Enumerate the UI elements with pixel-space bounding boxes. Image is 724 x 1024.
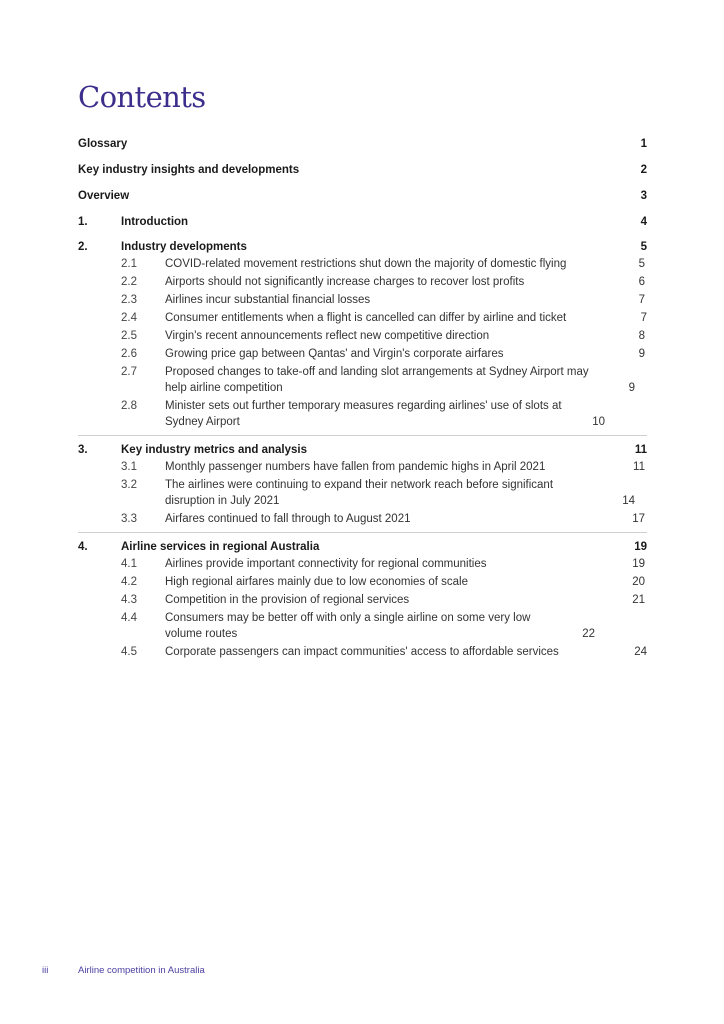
subsection-number: 2.1 (121, 258, 137, 270)
subsection-label: Airfares continued to fall through to August 2021 (165, 513, 411, 525)
toc-page-number: 22 (582, 628, 595, 640)
subsection-number: 4.5 (121, 646, 137, 658)
toc-section-4[interactable] (78, 532, 647, 555)
page-title: Contents (78, 80, 206, 114)
toc-page-number: 6 (638, 276, 645, 288)
toc-page-number: 5 (638, 258, 645, 270)
toc-subsection[interactable] (78, 511, 647, 527)
section-label: Airline services in regional Australia (121, 541, 320, 553)
toc-subsection[interactable] (78, 256, 647, 272)
subsection-label: Growing price gap between Qantas' and Virgin's corporate airfares (165, 348, 504, 360)
toc-subsection[interactable] (78, 477, 647, 509)
toc-page-number: 19 (634, 541, 647, 553)
subsection-label: Minister sets out further temporary measures regarding airlines' use of slots at Sydney Airport (165, 400, 562, 428)
page-footer (42, 965, 205, 976)
subsection-label: Proposed changes to take-off and landing slot arrangements at Sydney Airport may help airline competition (165, 366, 589, 394)
toc-page-number: 17 (632, 513, 645, 525)
toc-page-number: 2 (640, 164, 647, 176)
toc-page-number: 21 (632, 594, 645, 606)
subsection-number: 4.2 (121, 576, 137, 588)
toc-subsection[interactable] (78, 346, 647, 362)
toc-entry-label: Overview (78, 190, 130, 202)
subsection-number: 3.3 (121, 513, 137, 525)
toc-page-number: 4 (640, 216, 647, 228)
toc-page-number: 7 (640, 312, 647, 324)
toc-page-number: 19 (632, 558, 645, 570)
section-number: 1. (78, 216, 88, 228)
toc-subsection[interactable] (78, 398, 647, 430)
toc-subsection[interactable] (78, 459, 647, 475)
toc-section-3[interactable] (78, 435, 647, 458)
toc-page-number: 9 (638, 348, 645, 360)
subsection-number: 2.5 (121, 330, 137, 342)
toc-subsection[interactable] (78, 310, 647, 326)
section-number: 2. (78, 241, 88, 253)
subsection-label: Airlines provide important connectivity for regional communities (165, 558, 487, 570)
toc-subsection[interactable] (78, 592, 647, 608)
table-of-contents (78, 135, 647, 662)
toc-entry-label: Glossary (78, 138, 128, 150)
subsection-label: Airports should not significantly increase charges to recover lost profits (165, 276, 525, 288)
subsection-label: High regional airfares mainly due to low economies of scale (165, 576, 468, 588)
toc-page-number: 20 (632, 576, 645, 588)
toc-page-number: 1 (640, 138, 647, 150)
subsection-label: Competition in the provision of regional services (165, 594, 410, 606)
subsection-label: The airlines were continuing to expand their network reach before significant disruption in July 2021 (165, 479, 554, 507)
toc-subsection[interactable] (78, 364, 647, 396)
subsection-number: 2.4 (121, 312, 137, 324)
toc-page-number: 9 (628, 382, 635, 394)
subsection-number: 4.3 (121, 594, 137, 606)
toc-page-number: 11 (634, 444, 647, 456)
subsection-label: COVID-related movement restrictions shut down the majority of domestic flying (165, 258, 567, 270)
toc-subsection[interactable] (78, 556, 647, 572)
subsection-label: Monthly passenger numbers have fallen from pandemic highs in April 2021 (165, 461, 546, 473)
toc-page-number: 11 (633, 461, 645, 473)
toc-entry-label: Key industry insights and developments (78, 164, 300, 176)
toc-page-number: 8 (638, 330, 645, 342)
subsection-label: Airlines incur substantial financial losses (165, 294, 371, 306)
subsection-label: Consumer entitlements when a flight is cancelled can differ by airline and ticket (165, 312, 567, 324)
subsection-number: 3.2 (121, 479, 137, 491)
subsection-number: 3.1 (121, 461, 137, 473)
section-label: Introduction (121, 216, 189, 228)
subsection-number: 2.8 (121, 400, 137, 412)
section-number: 4. (78, 541, 88, 553)
subsection-label: Corporate passengers can impact communities' access to affordable services (165, 646, 559, 658)
subsection-number: 4.1 (121, 558, 137, 570)
toc-entry-overview[interactable] (78, 187, 647, 205)
toc-entry-key-insights[interactable] (78, 161, 647, 179)
toc-entry-glossary[interactable] (78, 135, 647, 153)
section-label: Industry developments (121, 241, 247, 253)
toc-page-number: 7 (638, 294, 645, 306)
toc-page-number: 14 (622, 495, 635, 507)
subsection-number: 2.2 (121, 276, 137, 288)
subsection-number: 2.3 (121, 294, 137, 306)
toc-page-number: 10 (592, 416, 605, 428)
toc-subsection[interactable] (78, 574, 647, 590)
section-label: Key industry metrics and analysis (121, 444, 307, 456)
subsection-number: 4.4 (121, 612, 137, 624)
toc-subsection[interactable] (78, 644, 647, 660)
toc-subsection[interactable] (78, 610, 647, 642)
subsection-number: 2.7 (121, 366, 137, 378)
toc-subsection[interactable] (78, 292, 647, 308)
subsection-label: Virgin's recent announcements reflect new competitive direction (165, 330, 490, 342)
toc-subsection[interactable] (78, 274, 647, 290)
toc-section-1[interactable] (78, 213, 647, 230)
toc-subsection[interactable] (78, 328, 647, 344)
toc-page-number: 5 (640, 241, 647, 253)
section-number: 3. (78, 444, 88, 456)
toc-page-number: 24 (634, 646, 647, 658)
toc-page-number: 3 (640, 190, 647, 202)
subsection-label: Consumers may be better off with only a single airline on some very low volume routes (165, 612, 531, 640)
subsection-number: 2.6 (121, 348, 137, 360)
footer-page-number: iii (42, 965, 49, 976)
toc-section-2[interactable] (78, 238, 647, 255)
footer-document-title: Airline competition in Australia (78, 965, 205, 976)
